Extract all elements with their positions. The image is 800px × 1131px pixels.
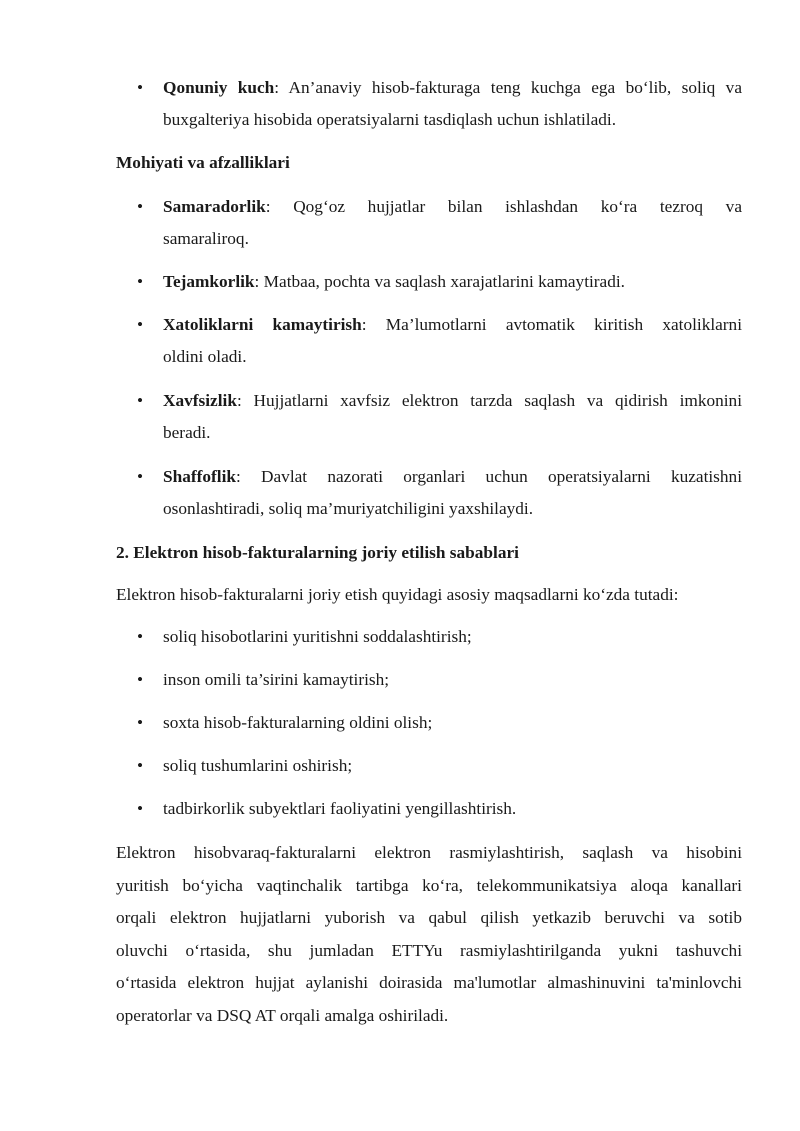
list-item-text: soliq tushumlarini oshirish; [163,756,353,775]
list-item-text: soliq hisobotlarini yuritishni soddalashtirish; [163,627,472,646]
paragraph-line: orqali elektron hujjatlarni yuborish va qabul qilish yetkazib beruvchi va sotib [116,908,742,927]
bullet: • [137,197,144,216]
paragraph-line: Elektron hisobvaraq-fakturalarni elektron rasmiylashtirish, saqlash va hisobini [116,843,742,862]
bullet: • [137,670,144,689]
paragraph-line: o‘rtasida elektron hujjat aylanishi doirasida ma'lumotlar almashinuvini ta'minlovchi [116,973,742,992]
list-item-text: : Davlat nazorati organlari uchun operatsiyalarni kuzatishni [235,467,742,486]
list-item-xavfsizlik [137,385,742,449]
list-item-line: oldini oladi. [163,347,247,366]
bullet: • [137,315,144,334]
list-item-line: beradi. [163,423,211,442]
list-item-text: tadbirkorlik subyektlari faoliyatini yengillashtirish. [163,799,517,818]
list-item-line [163,72,742,104]
bullet: • [137,713,144,732]
list-item-text: soxta hisob-fakturalarning oldini olish; [163,713,433,732]
list-item-term: Xatoliklarni kamaytirish [163,315,362,334]
list-item-shaffoflik [137,461,742,525]
list-item-text: inson omili ta’sirini kamaytirish; [163,670,390,689]
paragraph-line: oluvchi o‘rtasida, shu jumladan ETTYu rasmiylashtirilganda yukni tashuvchi [116,940,742,960]
list-item-line [163,191,742,223]
bullet: • [137,799,144,818]
list-item-line: samaraliroq. [163,229,249,248]
list-item-term: Xavfsizlik [163,391,237,410]
list-item-line [163,266,742,298]
list-item-xatoliklarni-kamaytirish [137,309,742,373]
list-item-text: : Qog‘oz hujjatlar bilan ishlashdan ko‘ra tezroq va [265,197,742,216]
section-heading: 2. Elektron hisob-fakturalarning joriy etilish sabablari [116,543,519,562]
list-item-text: : An’anaviy hisob-fakturaga teng kuchga ega bo‘lib, soliq va [274,78,742,97]
list-item-line [163,309,742,341]
section-intro: Elektron hisob-fakturalarni joriy etish quyidagi asosiy maqsadlarni ko‘zda tutadi: [116,585,679,604]
heading-mohiyati: Mohiyati va afzalliklari [116,153,290,172]
paragraph-line: operatorlar va DSQ AT orqali amalga oshiriladi. [116,1005,449,1025]
list-item-line [163,385,742,417]
list-item [137,750,742,782]
list-item-line [163,461,742,493]
list-item-qonuniy-kuch [137,72,742,136]
list-item-text: : Matbaa, pochta va saqlash xarajatlarini kamaytiradi. [254,272,625,291]
list-item-text: : Ma’lumotlarni avtomatik kiritish xatoliklarni [361,315,742,334]
list-item [137,793,742,825]
closing-paragraph [116,837,742,1032]
list-item-line: buxgalteriya hisobida operatsiyalarni tasdiqlash uchun ishlatiladi. [163,110,617,129]
bullet: • [137,627,144,646]
list-item-term: Tejamkorlik [163,272,255,291]
bullet: • [137,467,144,486]
bullet: • [137,391,144,410]
list-item-term: Samaradorlik [163,197,266,216]
bullet: • [137,272,144,291]
list-item-tejamkorlik [137,266,742,298]
list-item-samaradorlik [137,191,742,255]
list-item-term: Qonuniy kuch [163,78,275,97]
list-item [137,707,742,739]
list-item-text: : Hujjatlarni xavfsiz elektron tarzda saqlash va qidirish imkonini [236,391,742,410]
list-item [137,664,742,696]
list-item-line: osonlashtiradi, soliq ma’muriyatchiligini yaxshilaydi. [163,499,534,518]
list-item-term: Shaffoflik [163,467,236,486]
list-item [137,621,742,653]
paragraph-line: yuritish bo‘yicha vaqtinchalik tartibga ko‘ra, telekommunikatsiya aloqa kanallari [116,875,742,895]
bullet: • [137,78,144,97]
bullet: • [137,756,144,775]
